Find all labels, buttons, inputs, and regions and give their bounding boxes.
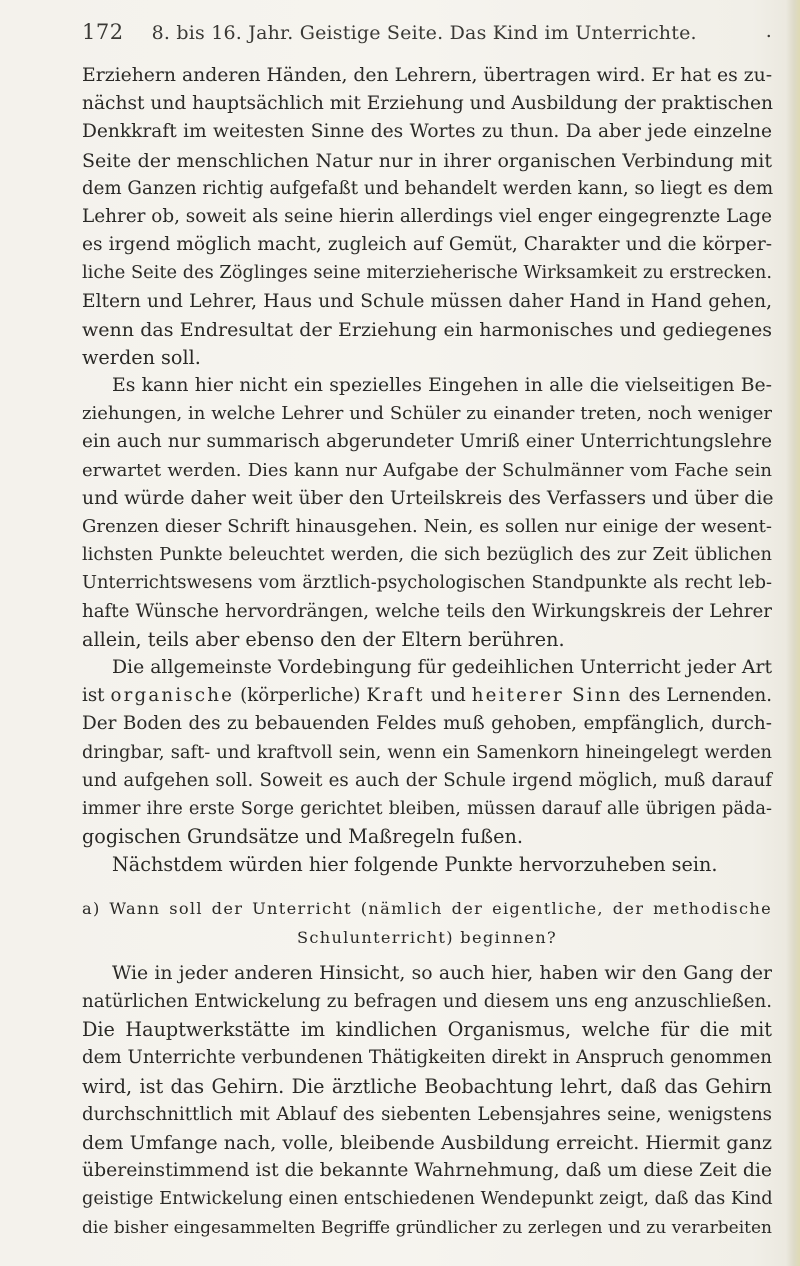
paragraph-2	[82, 372, 772, 654]
spacer	[82, 879, 772, 895]
text-line: ein auch nur summarisch abgerundeter Umriß einer Unterrichtungslehre	[82, 431, 772, 453]
text-line: die bisher eingesammelten Begriffe gründlicher zu zerlegen und zu verarbeiten	[82, 1217, 772, 1238]
text-line: hafte Wünsche hervordrängen, welche teils den Wirkungskreis der Lehrer	[82, 600, 772, 622]
text-line: Erziehern anderen Händen, den Lehrern, übertragen wird. Er hat es zu-	[82, 65, 773, 86]
text-run: ist	[82, 685, 111, 707]
spaced-emphasis: Kraft	[366, 685, 425, 707]
spacer	[82, 952, 772, 960]
text-line: dem Unterrichte verbundenen Thätigkeiten direkt in Anspruch genommen	[82, 1047, 772, 1069]
text-line: liche Seite des Zöglinges seine miterzieherische Wirksamkeit zu erstrecken.	[82, 262, 772, 284]
spaced-emphasis: heiterer Sinn	[471, 685, 623, 707]
section-heading	[82, 895, 772, 951]
text-line: Es kann hier nicht ein spezielles Eingehen in alle die vielseitigen Be-	[112, 375, 772, 397]
running-title: 8. bis 16. Jahr. Geistige Seite. Das Kind im Unterrichte.	[151, 22, 697, 44]
header-mark: .	[765, 20, 772, 42]
page-edge	[786, 0, 800, 1266]
text-line: lichsten Punkte beleuchtet werden, die sich bezüglich des zur Zeit üblichen	[82, 544, 772, 566]
paragraph-3	[82, 654, 772, 851]
text-line: dem Umfange nach, volle, bleibende Ausbildung erreicht. Hiermit ganz	[82, 1131, 772, 1154]
text-line: gogischen Grundsätze und Maßregeln fußen.	[82, 825, 523, 849]
heading-line: Schulunterricht) beginnen?	[296, 927, 558, 947]
page-number: 172	[82, 20, 124, 44]
text-line: wenn das Endresultat der Erziehung ein harmonisches und gediegenes	[82, 318, 772, 341]
text-line: übereinstimmend ist die bekannte Wahrnehmung, daß um diese Zeit die	[82, 1160, 772, 1182]
paragraph-1	[82, 62, 772, 372]
text-line: dem Ganzen richtig aufgefaßt und behandelt werden kann, so liegt es dem	[82, 177, 774, 199]
text-run: (körperliche)	[234, 685, 367, 707]
running-header	[82, 20, 772, 50]
text-line: Der Boden des zu bebauenden Feldes muß gehoben, empfänglich, durch-	[82, 713, 772, 735]
text-line: geistige Entwickelung einen entschiedenen Wendepunkt zeigt, daß das Kind	[82, 1188, 773, 1210]
text-line: und aufgehen soll. Soweit es auch der Schule irgend möglich, muß darauf	[82, 769, 772, 791]
text-line: Seite der menschlichen Natur nur in ihrer organischen Verbindung mit	[82, 149, 772, 172]
text-line: Eltern und Lehrer, Haus und Schule müssen daher Hand in Hand gehen,	[82, 290, 772, 312]
text-line: Wie in jeder anderen Hinsicht, so auch hier, haben wir den Gang der	[112, 962, 772, 984]
text-line: nächst und hauptsächlich mit Erziehung und Ausbildung der praktischen	[82, 93, 774, 115]
text-line: immer ihre erste Sorge gerichtet bleiben, müssen darauf alle übrigen päda-	[82, 797, 772, 819]
paragraph-5	[82, 960, 772, 1242]
text-line: Die Hauptwerkstätte im kindlichen Organismus, welche für die mit	[82, 1018, 772, 1042]
paragraph-4: Nächstdem würden hier folgende Punkte hervorzuheben sein.	[112, 853, 718, 877]
heading-line: a) Wann soll der Unterricht (nämlich der eigentliche, der methodische	[82, 899, 772, 919]
text-run: und	[424, 685, 472, 707]
text-line: erwartet werden. Dies kann nur Aufgabe der Schulmänner vom Fache sein	[82, 459, 772, 481]
text-line: und würde daher weit über den Urteilskreis des Verfassers und über die	[82, 487, 774, 509]
text-line: natürlichen Entwickelung zu befragen und diesem uns eng anzuschließen.	[82, 991, 772, 1012]
text-line	[82, 682, 772, 710]
text-line: Unterrichtswesens vom ärztlich-psychologischen Standpunkte als recht leb-	[82, 572, 772, 594]
text-line: wird, ist das Gehirn. Die ärztliche Beobachtung lehrt, daß das Gehirn	[82, 1074, 772, 1098]
text-line: werden soll.	[82, 345, 201, 369]
text-line: Die allgemeinste Vordebingung für gedeihlichen Unterricht jeder Art	[112, 656, 772, 678]
text-line: es irgend möglich macht, zugleich auf Gemüt, Charakter und die körper-	[82, 234, 772, 256]
text-line: ziehungen, in welche Lehrer und Schüler zu einander treten, noch weniger	[82, 403, 772, 425]
text-line: dringbar, saft- und kraftvoll sein, wenn ein Samenkorn hineingelegt werden	[82, 741, 772, 763]
text-line: Grenzen dieser Schrift hinausgehen. Nein, es sollen nur einige der wesent-	[82, 516, 772, 537]
text-line: Denkkraft im weitesten Sinne des Wortes zu thun. Da aber jede einzelne	[82, 121, 772, 143]
spaced-emphasis: organische	[110, 685, 235, 707]
text-line: durchschnittlich mit Ablauf des siebenten Lebensjahres seine, wenigstens	[82, 1103, 772, 1125]
text-line: Lehrer ob, soweit als seine hierin allerdings viel enger eingegrenzte Lage	[82, 205, 772, 227]
body-text	[82, 62, 772, 1242]
text-run: des Lernenden.	[622, 685, 772, 707]
text-line: allein, teils aber ebenso den der Eltern berühren.	[82, 627, 565, 651]
